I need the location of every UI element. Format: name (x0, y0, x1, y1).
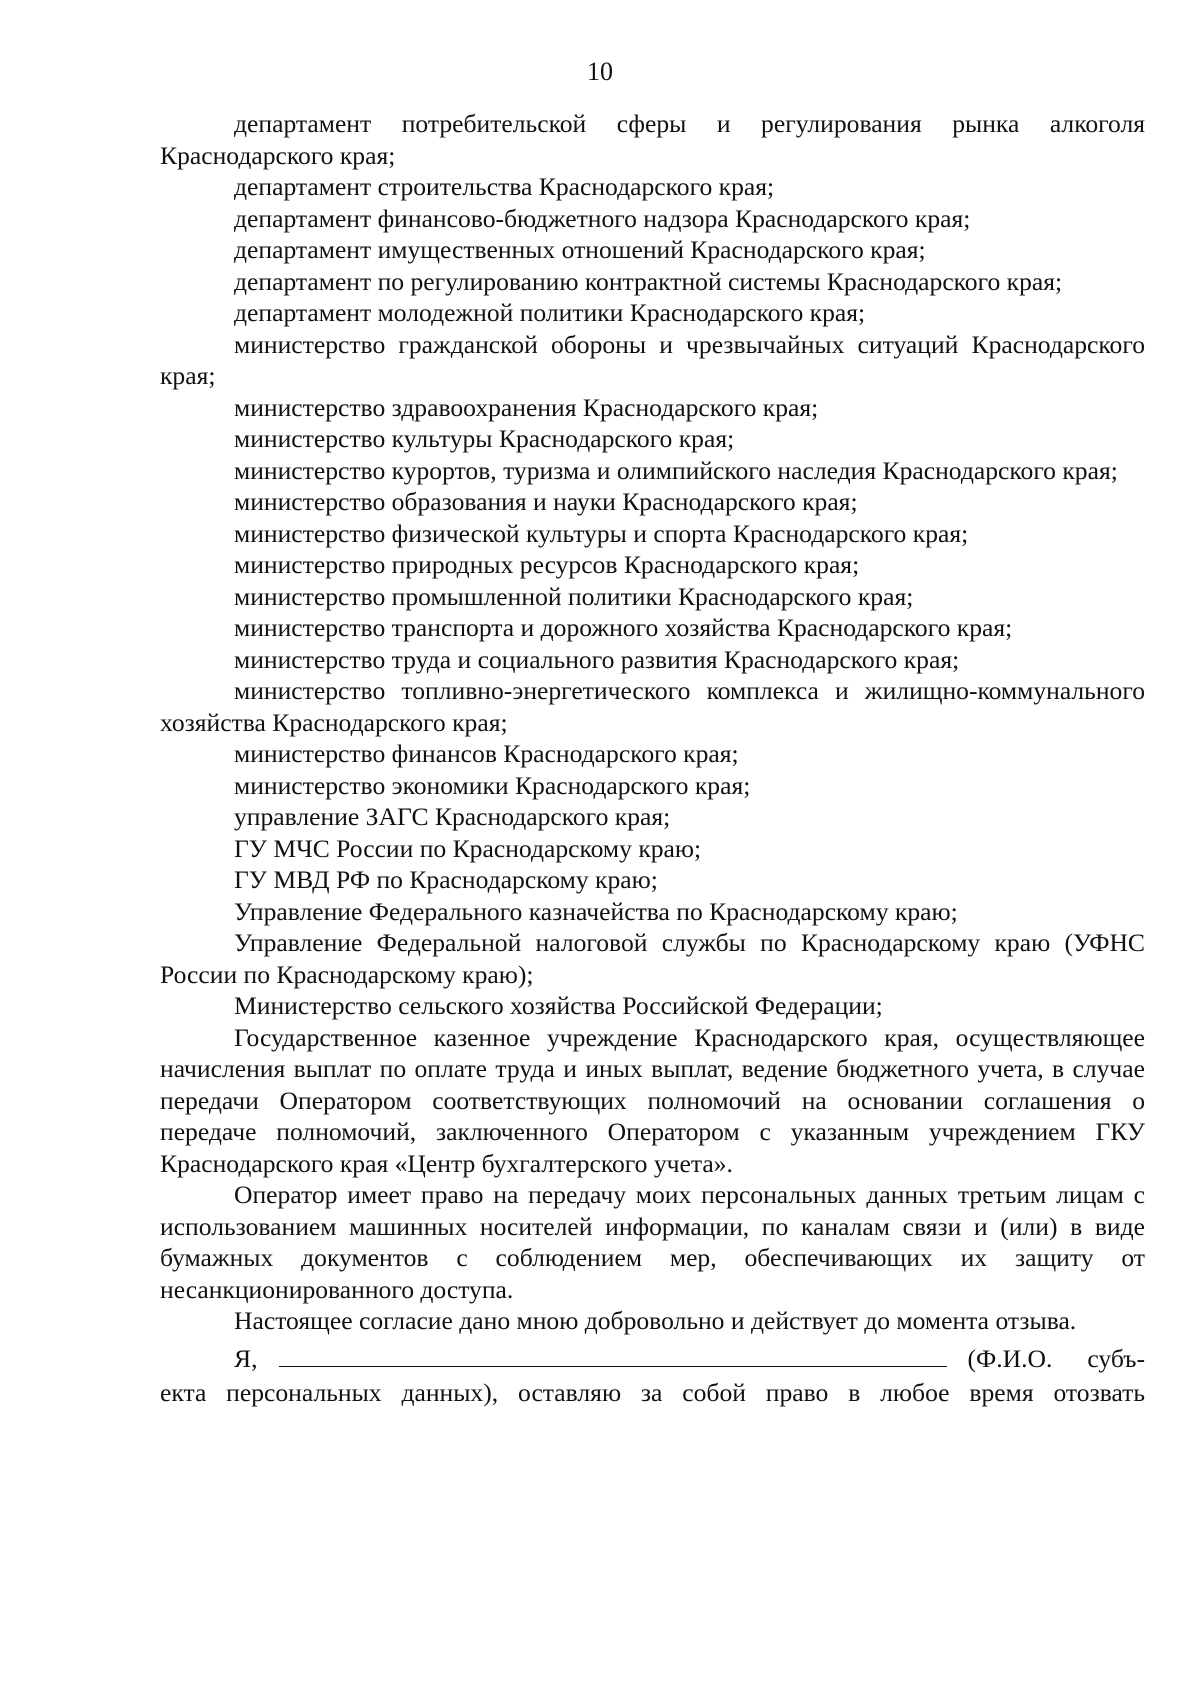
paragraph-transfer-rights: Оператор имеет право на передачу моих персональных данных третьим лицам с использованием машинных носителей информации, по каналам связи и (или) в виде бумажных документов с соблюдением мер, обеспечивающих их защиту от несанкционированного доступа. (160, 1180, 1145, 1304)
list-item: департамент финансово-бюджетного надзора Краснодарского края; (234, 203, 971, 233)
list-item: министерство транспорта и дорожного хозяйства Краснодарского края; (234, 613, 1013, 642)
list-item: управление ЗАГС Краснодарского края; (234, 802, 671, 831)
list-item: департамент имущественных отношений Краснодарского края; (234, 235, 926, 264)
list-item: ГУ МЧС России по Краснодарскому краю; (234, 833, 702, 863)
list-item: ГУ МВД РФ по Краснодарскому краю; (234, 865, 658, 894)
name-blank-field[interactable] (279, 1340, 947, 1367)
list-item: Министерство сельского хозяйства Российской Федерации; (234, 991, 883, 1020)
signature-suffix: (Ф.И.О. субъ- (967, 1343, 1145, 1373)
list-item: министерство экономики Краснодарского края; (234, 770, 751, 800)
list-item: министерство образования и науки Краснодарского края; (234, 487, 858, 516)
list-item: Управление Федерального казначейства по Краснодарскому краю; (234, 896, 958, 926)
list-item: министерство промышленной политики Краснодарского края; (234, 581, 914, 611)
list-item: министерство топливно-энергетического комплекса и жилищно-коммунального хозяйства Краснодарского края; (160, 676, 1145, 737)
list-item: департамент по регулированию контрактной системы Краснодарского края; (234, 266, 1063, 296)
list-item: министерство природных ресурсов Краснодарского края; (234, 550, 860, 579)
signature-prefix: Я, (234, 1343, 258, 1373)
signature-continuation: екта персональных данных), оставляю за собой право в любое время отозвать (160, 1377, 1145, 1407)
list-item: министерство здравоохранения Краснодарского края; (234, 392, 819, 422)
signature-line (160, 1340, 1145, 1377)
list-item: департамент строительства Краснодарского края; (234, 172, 775, 201)
list-item: министерство труда и социального развития Краснодарского края; (234, 644, 960, 674)
document-body (160, 108, 1145, 1408)
page-number: 10 (587, 57, 613, 86)
list-item: министерство культуры Краснодарского края; (234, 424, 735, 453)
list-item: департамент молодежной политики Краснодарского края; (234, 298, 866, 327)
list-item: министерство финансов Краснодарского края; (234, 739, 739, 768)
paragraph-consent-validity: Настоящее согласие дано мною добровольно и действует до момента отзыва. (234, 1306, 1077, 1335)
list-item: Управление Федеральной налоговой службы по Краснодарскому краю (УФНС России по Краснодарскому краю); (160, 928, 1145, 989)
list-item: министерство физической культуры и спорта Краснодарского края; (234, 518, 969, 548)
list-item: министерство курортов, туризма и олимпийского наследия Краснодарского края; (234, 455, 1118, 485)
list-item: министерство гражданской обороны и чрезвычайных ситуаций Краснодарского края; (160, 329, 1145, 390)
list-item: департамент потребительской сферы и регулирования рынка алкоголя Краснодарского края; (160, 109, 1145, 170)
paragraph-gku: Государственное казенное учреждение Краснодарского края, осуществляющее начисления выплат по оплате труда и иных выплат, ведение бюджетного учета, в случае передачи Оператором соответствующих полномочий на основании соглашения о передаче полномочий, заключенного Оператором с указанным учреждением ГКУ Краснодарского края «Центр бухгалтерского учета». (160, 1022, 1145, 1178)
